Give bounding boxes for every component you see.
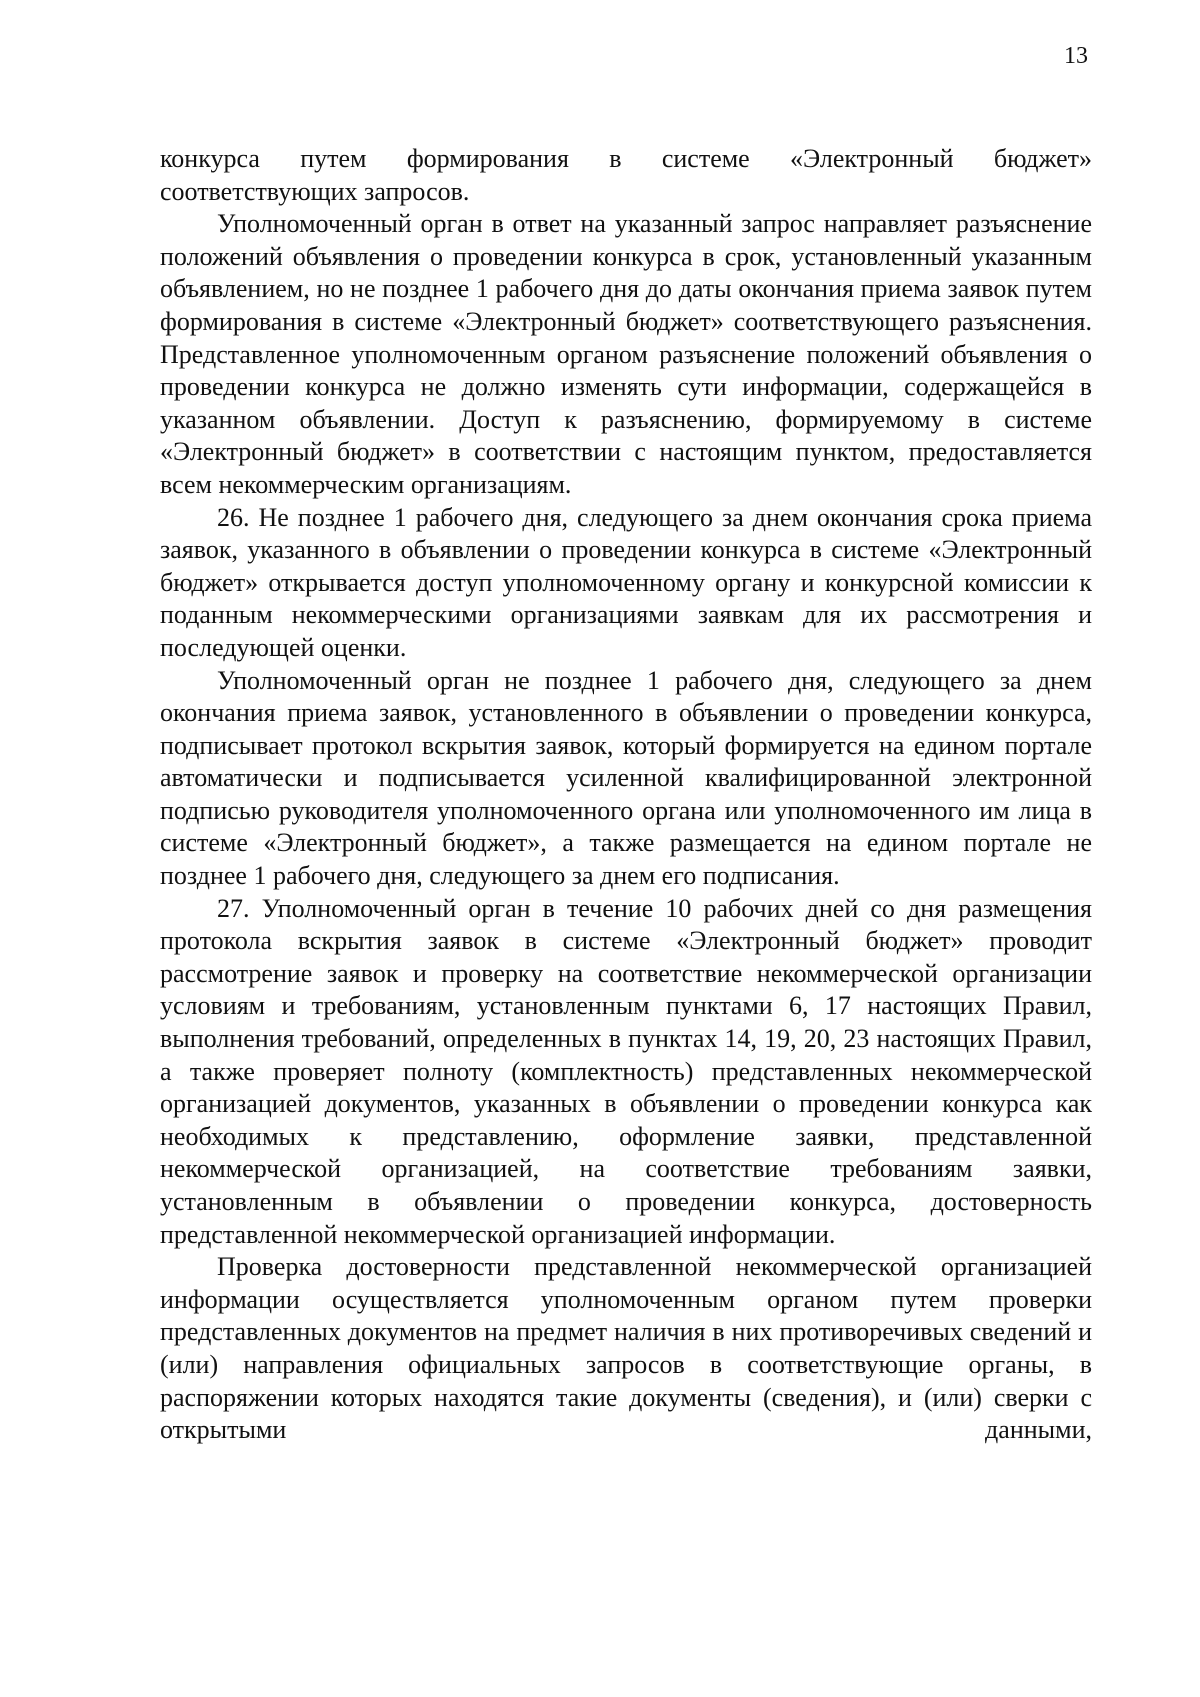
paragraph-item-26: 26. Не позднее 1 рабочего дня, следующего за днем окончания срока приема заявок, указанного в объявлении о проведении конкурса в системе «Электронный бюджет» открывается доступ уполномоченному органу и конкурсной комиссии к поданным некоммерческими организациями заявкам для их рассмотрения и последующей оценки. (160, 502, 1092, 662)
paragraph-continued: Проверка достоверности представленной некоммерческой организацией информации осуществляется уполномоченным органом путем проверки представленных документов на предмет наличия в них противоречивых сведений и (или) направления официальных запросов в соответствующие органы, в распоряжении которых находятся такие документы (сведения), и (или) сверки с открытыми данными, (160, 1252, 1092, 1445)
paragraph: Уполномоченный орган не позднее 1 рабочего дня, следующего за днем окончания приема заявок, установленного в объявлении о проведении конкурса, подписывает протокол вскрытия заявок, который формируется на едином портале автоматически и подписывается усиленной квалифицированной электронной подписью руководителя уполномоченного органа или уполномоченного им лица в системе «Электронный бюджет», а также размещается на едином портале не позднее 1 рабочего дня, следующего за днем его подписания. (160, 665, 1092, 891)
paragraph: Уполномоченный орган в ответ на указанный запрос направляет разъяснение положений объявления о проведении конкурса в срок, установленный указанным объявлением, но не позднее 1 рабочего дня до даты окончания приема заявок путем формирования в системе «Электронный бюджет» соответствующего разъяснения. Представленное уполномоченным органом разъяснение положений объявления о проведении конкурса не должно изменять сути информации, содержащейся в указанном объявлении. Доступ к разъяснению, формируемому в системе «Электронный бюджет» в соответствии с настоящим пунктом, предоставляется всем некоммерческим организациям. (160, 209, 1092, 499)
paragraph-item-27: 27. Уполномоченный орган в течение 10 рабочих дней со дня размещения протокола вскрытия заявок в системе «Электронный бюджет» проводит рассмотрение заявок и проверку на соответствие некоммерческой организации условиям и требованиям, установленным пунктами 6, 17 настоящих Правил, выполнения требований, определенных в пунктах 14, 19, 20, 23 настоящих Правил, а также проверяет полноту (комплектность) представленных некоммерческой организацией документов, указанных в объявлении о проведении конкурса как необходимых к представлению, оформление заявки, представленной некоммерческой организацией, на соответствие требованиям заявки, установленным в объявлении о проведении конкурса, достоверность представленной некоммерческой организацией информации. (160, 893, 1092, 1249)
document-body (160, 143, 1092, 1447)
paragraph: конкурса путем формирования в системе «Электронный бюджет» соответствующих запросов. (160, 144, 1092, 206)
page-number: 13 (1064, 43, 1088, 69)
